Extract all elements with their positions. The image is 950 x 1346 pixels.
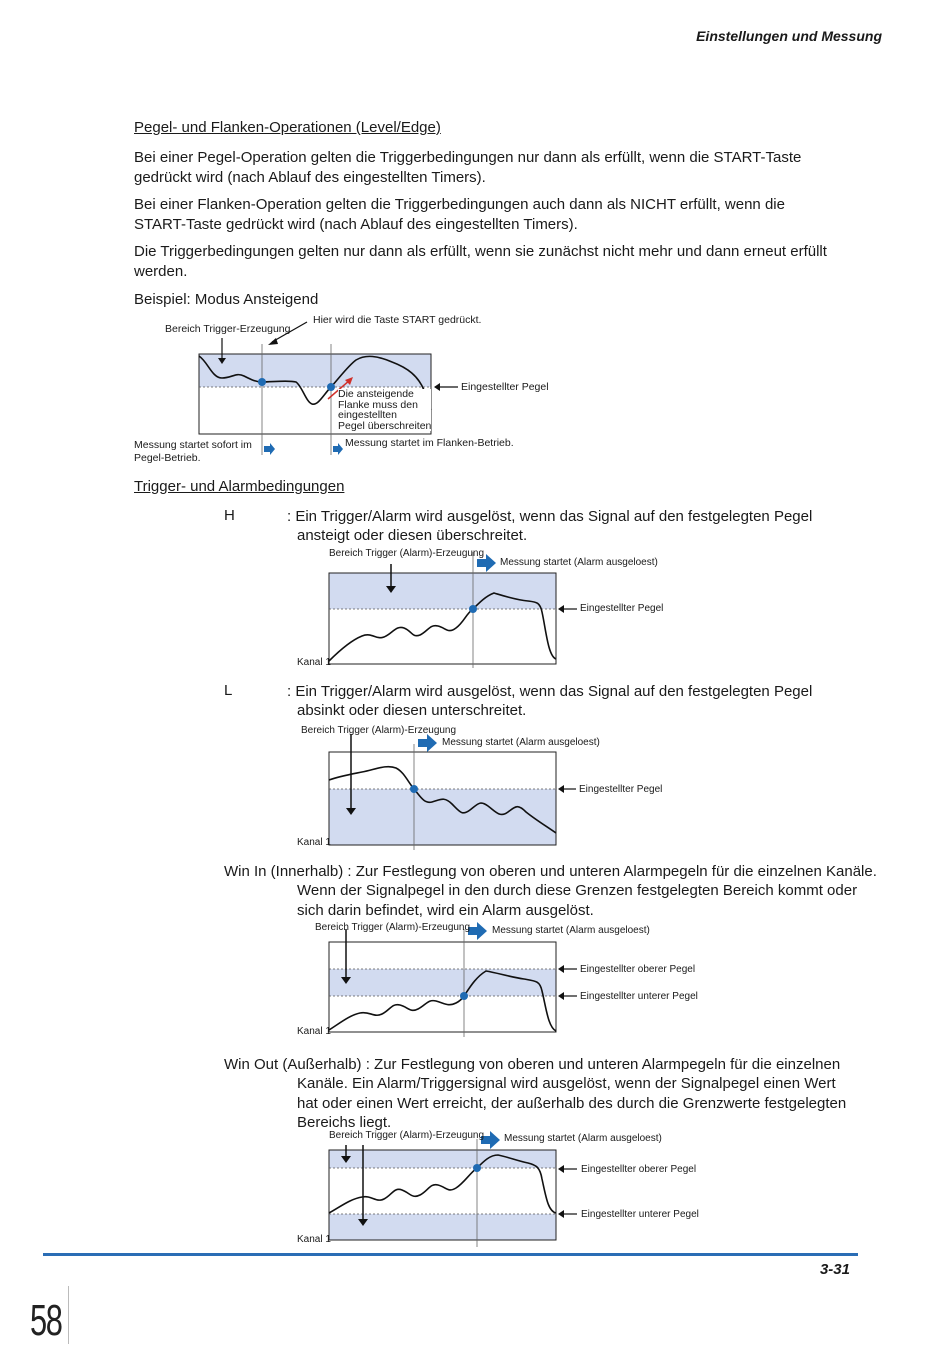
winin-label-kanal: Kanal 1 <box>297 1026 331 1037</box>
label-start-pressed: Hier wird die Taste START gedrückt. <box>313 314 482 326</box>
l-label-pegel: Eingestellter Pegel <box>579 784 663 795</box>
winout-label-oberer: Eingestellter oberer Pegel <box>581 1164 697 1175</box>
l-messung-arrow <box>418 734 437 752</box>
l-label-messung: Messung startet (Alarm ausgeloest) <box>442 737 600 748</box>
section-heading-trigger-alarm: Trigger- und Alarmbedingungen <box>134 478 345 495</box>
edge-trigger-point <box>327 383 335 391</box>
item-l-line2: absinkt oder diesen unterschreitet. <box>297 702 527 719</box>
winin-alarm-band <box>329 969 556 996</box>
h-label-pegel: Eingestellter Pegel <box>580 603 664 614</box>
h-chart <box>0 540 950 675</box>
item-l-key: L <box>224 682 233 699</box>
item-h-line1: : Ein Trigger/Alarm wird ausgelöst, wenn das Signal auf den festgelegten Pegel <box>287 508 813 525</box>
h-alarm-band <box>329 573 556 609</box>
l-label-bereich: Bereich Trigger (Alarm)-Erzeugung <box>301 725 457 736</box>
label-pegel: Eingestellter Pegel <box>461 381 549 393</box>
winin-trigger-point <box>460 992 468 1000</box>
h-label-kanal: Kanal 1 <box>297 657 331 668</box>
side-page-number: 58 <box>30 1296 62 1345</box>
blue-arrow-pegel <box>264 443 275 455</box>
level-edge-diagram <box>0 0 950 480</box>
winin-line1: Win In (Innerhalb) : Zur Festlegung von oberen und unteren Alarmpegeln für die einzelnen Kanäle. <box>224 863 877 880</box>
example-label: Beispiel: Modus Ansteigend <box>134 291 319 308</box>
l-label-kanal: Kanal 1 <box>297 837 331 848</box>
winin-label-messung: Messung startet (Alarm ausgeloest) <box>492 925 650 936</box>
margin-divider <box>68 1286 69 1344</box>
winin-line2: Wenn der Signalpegel in den durch diese Grenzen festgelegten Bereich kommt oder <box>297 882 858 899</box>
winout-chart <box>0 1125 950 1250</box>
level-trigger-point <box>258 378 266 386</box>
paragraph-trigger: Die Triggerbedingungen gelten nur dann als erfüllt, wenn sie zunächst nicht mehr und dann erneut erfüllt werden. <box>134 243 827 280</box>
label-bereich: Bereich Trigger-Erzeugung <box>165 323 291 335</box>
item-l-line1: : Ein Trigger/Alarm wird ausgelöst, wenn das Signal auf den festgelegten Pegel <box>287 683 813 700</box>
h-trigger-point <box>469 605 477 613</box>
winin-label-bereich: Bereich Trigger (Alarm)-Erzeugung <box>315 922 471 933</box>
winout-label-bereich: Bereich Trigger (Alarm)-Erzeugung <box>329 1130 485 1141</box>
item-h-line2: ansteigt oder diesen überschreitet. <box>297 527 528 544</box>
label-mess-pegel: Messung startet sofort im Pegel-Betrieb. <box>134 439 252 464</box>
item-h-key: H <box>224 507 235 524</box>
h-label-bereich: Bereich Trigger (Alarm)-Erzeugung <box>329 548 485 559</box>
winout-line4: Bereichs liegt. <box>297 1114 392 1131</box>
winout-label-messung: Messung startet (Alarm ausgeloest) <box>504 1133 662 1144</box>
h-label-messung: Messung startet (Alarm ausgeloest) <box>500 557 658 568</box>
winout-line1: Win Out (Außerhalb) : Zur Festlegung von oberen und unteren Alarmpegeln für die einzelnen <box>224 1056 841 1073</box>
paragraph-edge: Bei einer Flanken-Operation gelten die Triggerbedingungen auch dann als NICHT erfüllt, wenn die START-Taste gedrückt wird (nach Ablauf des eingestellten Timers). <box>134 196 785 233</box>
winout-label-unterer: Eingestellter unterer Pegel <box>581 1209 699 1220</box>
winin-label-unterer: Eingestellter unterer Pegel <box>580 991 698 1002</box>
winout-line2: Kanäle. Ein Alarm/Triggersignal wird ausgelöst, wenn der Signalpegel einen Wert <box>297 1075 836 1092</box>
winin-label-oberer: Eingestellter oberer Pegel <box>580 964 696 975</box>
page-number: 3-31 <box>819 1261 850 1278</box>
running-header: Einstellungen und Messung <box>696 28 882 44</box>
l-trigger-point <box>410 785 418 793</box>
winout-line3: hat oder einen Wert erreicht, der außerhalb des durch die Grenzwerte festgelegten <box>297 1095 847 1112</box>
winin-line3: sich darin befindet, wird ein Alarm ausgelöst. <box>297 902 594 919</box>
winout-label-kanal: Kanal 1 <box>297 1234 331 1245</box>
paragraph-level: Bei einer Pegel-Operation gelten die Triggerbedingungen nur dann als erfüllt, wenn die START-Taste gedrückt wird (nach Ablauf des eingestellten Timers). <box>134 149 802 186</box>
section-heading-level-edge: Pegel- und Flanken-Operationen (Level/Edge) <box>134 119 441 136</box>
label-flank-note: Die ansteigende Flanke muss den eingestellten Pegel überschreiten <box>338 388 432 432</box>
l-alarm-band <box>329 789 556 845</box>
footer-rule <box>43 1253 858 1256</box>
blue-arrow-flanke <box>333 443 343 455</box>
label-mess-flanke: Messung startet im Flanken-Betrieb. <box>345 437 514 449</box>
trigger-zone-band <box>199 354 431 387</box>
winin-messung-arrow <box>468 922 487 940</box>
winout-trigger-point <box>473 1164 481 1172</box>
winin-chart <box>0 915 950 1040</box>
